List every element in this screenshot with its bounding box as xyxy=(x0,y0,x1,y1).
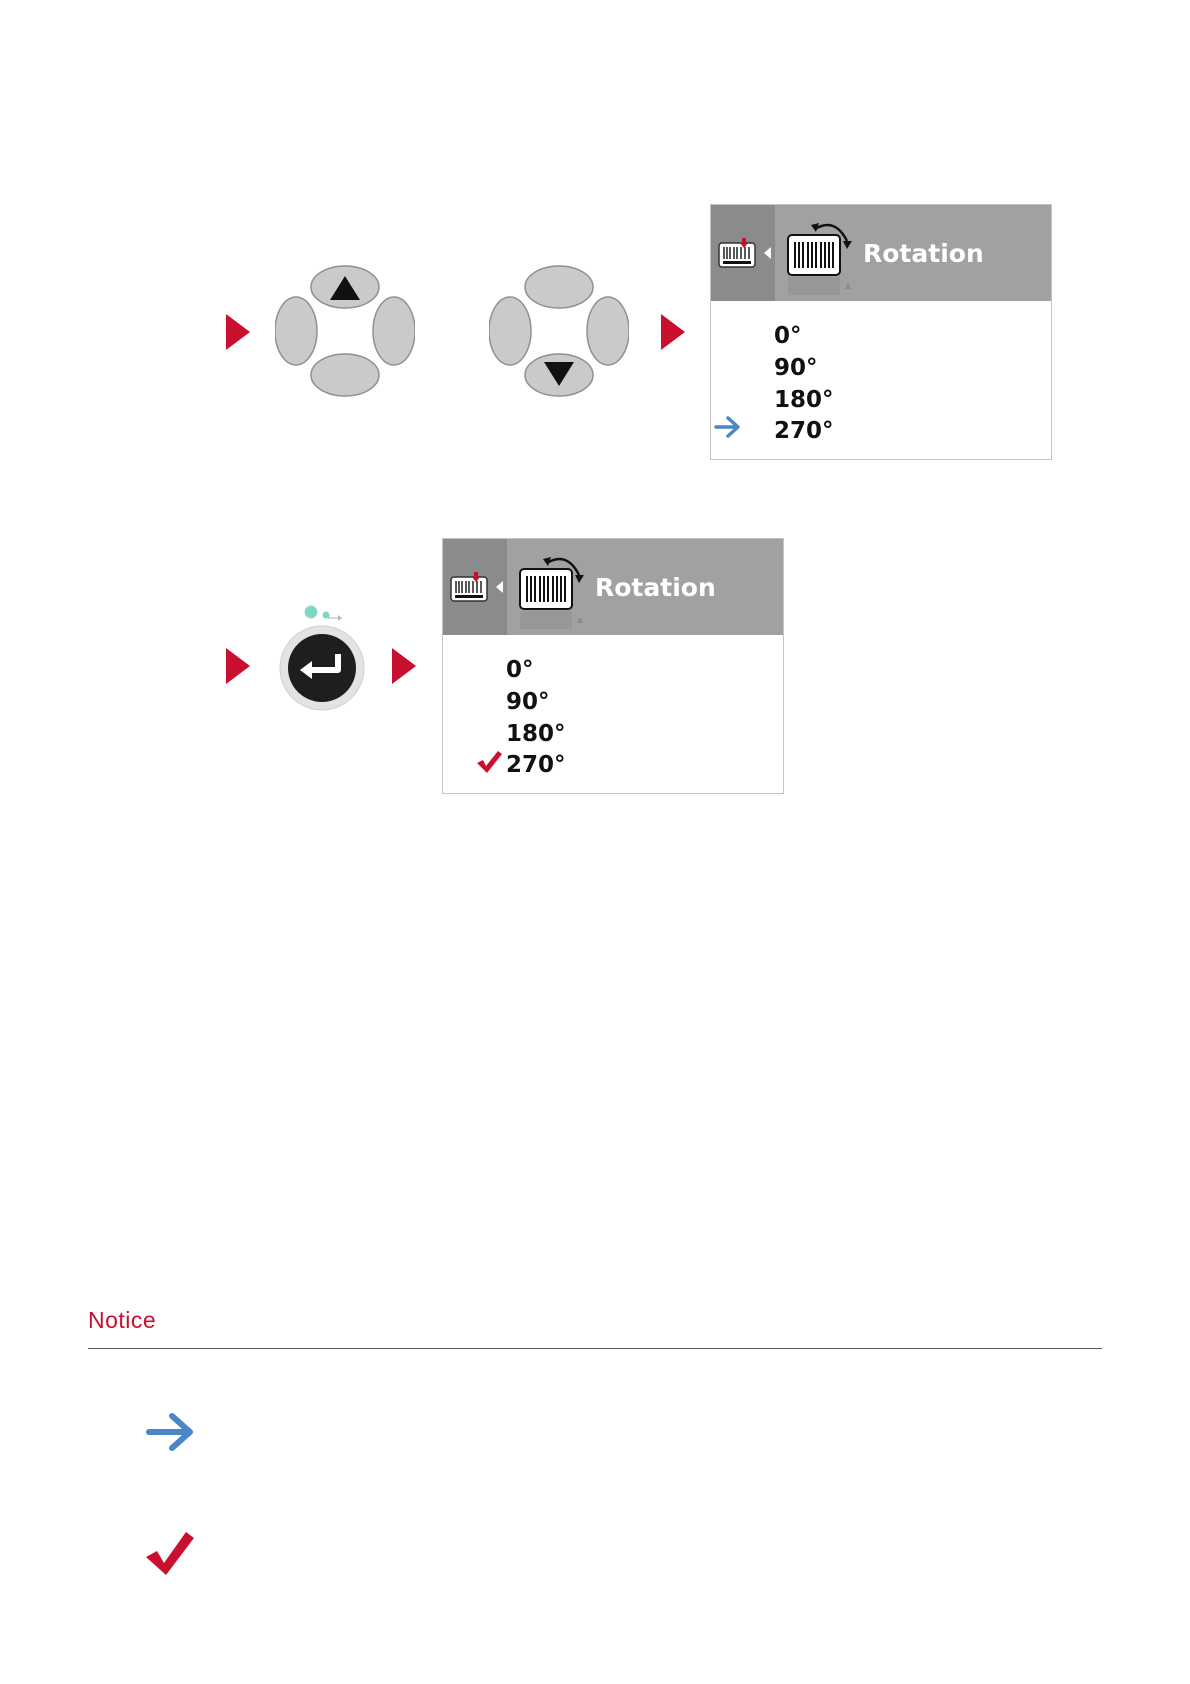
rotation-option-0[interactable]: 0° xyxy=(506,657,534,683)
enter-button[interactable] xyxy=(276,600,372,712)
nav-left-button[interactable] xyxy=(489,297,531,365)
nav-pad-up[interactable] xyxy=(275,262,415,400)
rotation-panel-select xyxy=(710,204,1052,460)
checkmark-icon xyxy=(144,1530,196,1582)
step-arrow-1 xyxy=(226,314,250,350)
rotation-panel-confirmed xyxy=(442,538,784,794)
step-arrow-3 xyxy=(226,648,250,684)
label-settings-icon xyxy=(717,235,777,275)
panel-title: Rotation xyxy=(595,573,716,602)
notice-title: Notice xyxy=(88,1307,157,1333)
notice-divider xyxy=(88,1348,1102,1349)
barcode-rotate-icon xyxy=(517,549,593,629)
arrow-right-icon xyxy=(144,1410,198,1458)
nav-left-button[interactable] xyxy=(275,297,317,365)
barcode-rotate-icon xyxy=(785,215,861,295)
rotation-option-270[interactable]: 270° xyxy=(774,418,834,444)
panel-title: Rotation xyxy=(863,239,984,268)
nav-up-button[interactable] xyxy=(525,266,593,308)
nav-right-button[interactable] xyxy=(373,297,415,365)
rotation-option-180[interactable]: 180° xyxy=(774,387,834,413)
arrow-right-icon xyxy=(713,415,743,443)
panel-header xyxy=(443,539,783,635)
rotation-option-270[interactable]: 270° xyxy=(506,752,566,778)
rotation-option-90[interactable]: 90° xyxy=(774,355,818,381)
rotation-option-0[interactable]: 0° xyxy=(774,323,802,349)
label-settings-icon xyxy=(449,569,509,609)
nav-right-button[interactable] xyxy=(587,297,629,365)
checkmark-icon xyxy=(475,749,503,779)
nav-down-button[interactable] xyxy=(311,354,379,396)
nav-pad-down[interactable] xyxy=(489,262,629,400)
rotation-option-180[interactable]: 180° xyxy=(506,721,566,747)
panel-header xyxy=(711,205,1051,301)
rotation-option-90[interactable]: 90° xyxy=(506,689,550,715)
step-arrow-2 xyxy=(661,314,685,350)
step-arrow-4 xyxy=(392,648,416,684)
